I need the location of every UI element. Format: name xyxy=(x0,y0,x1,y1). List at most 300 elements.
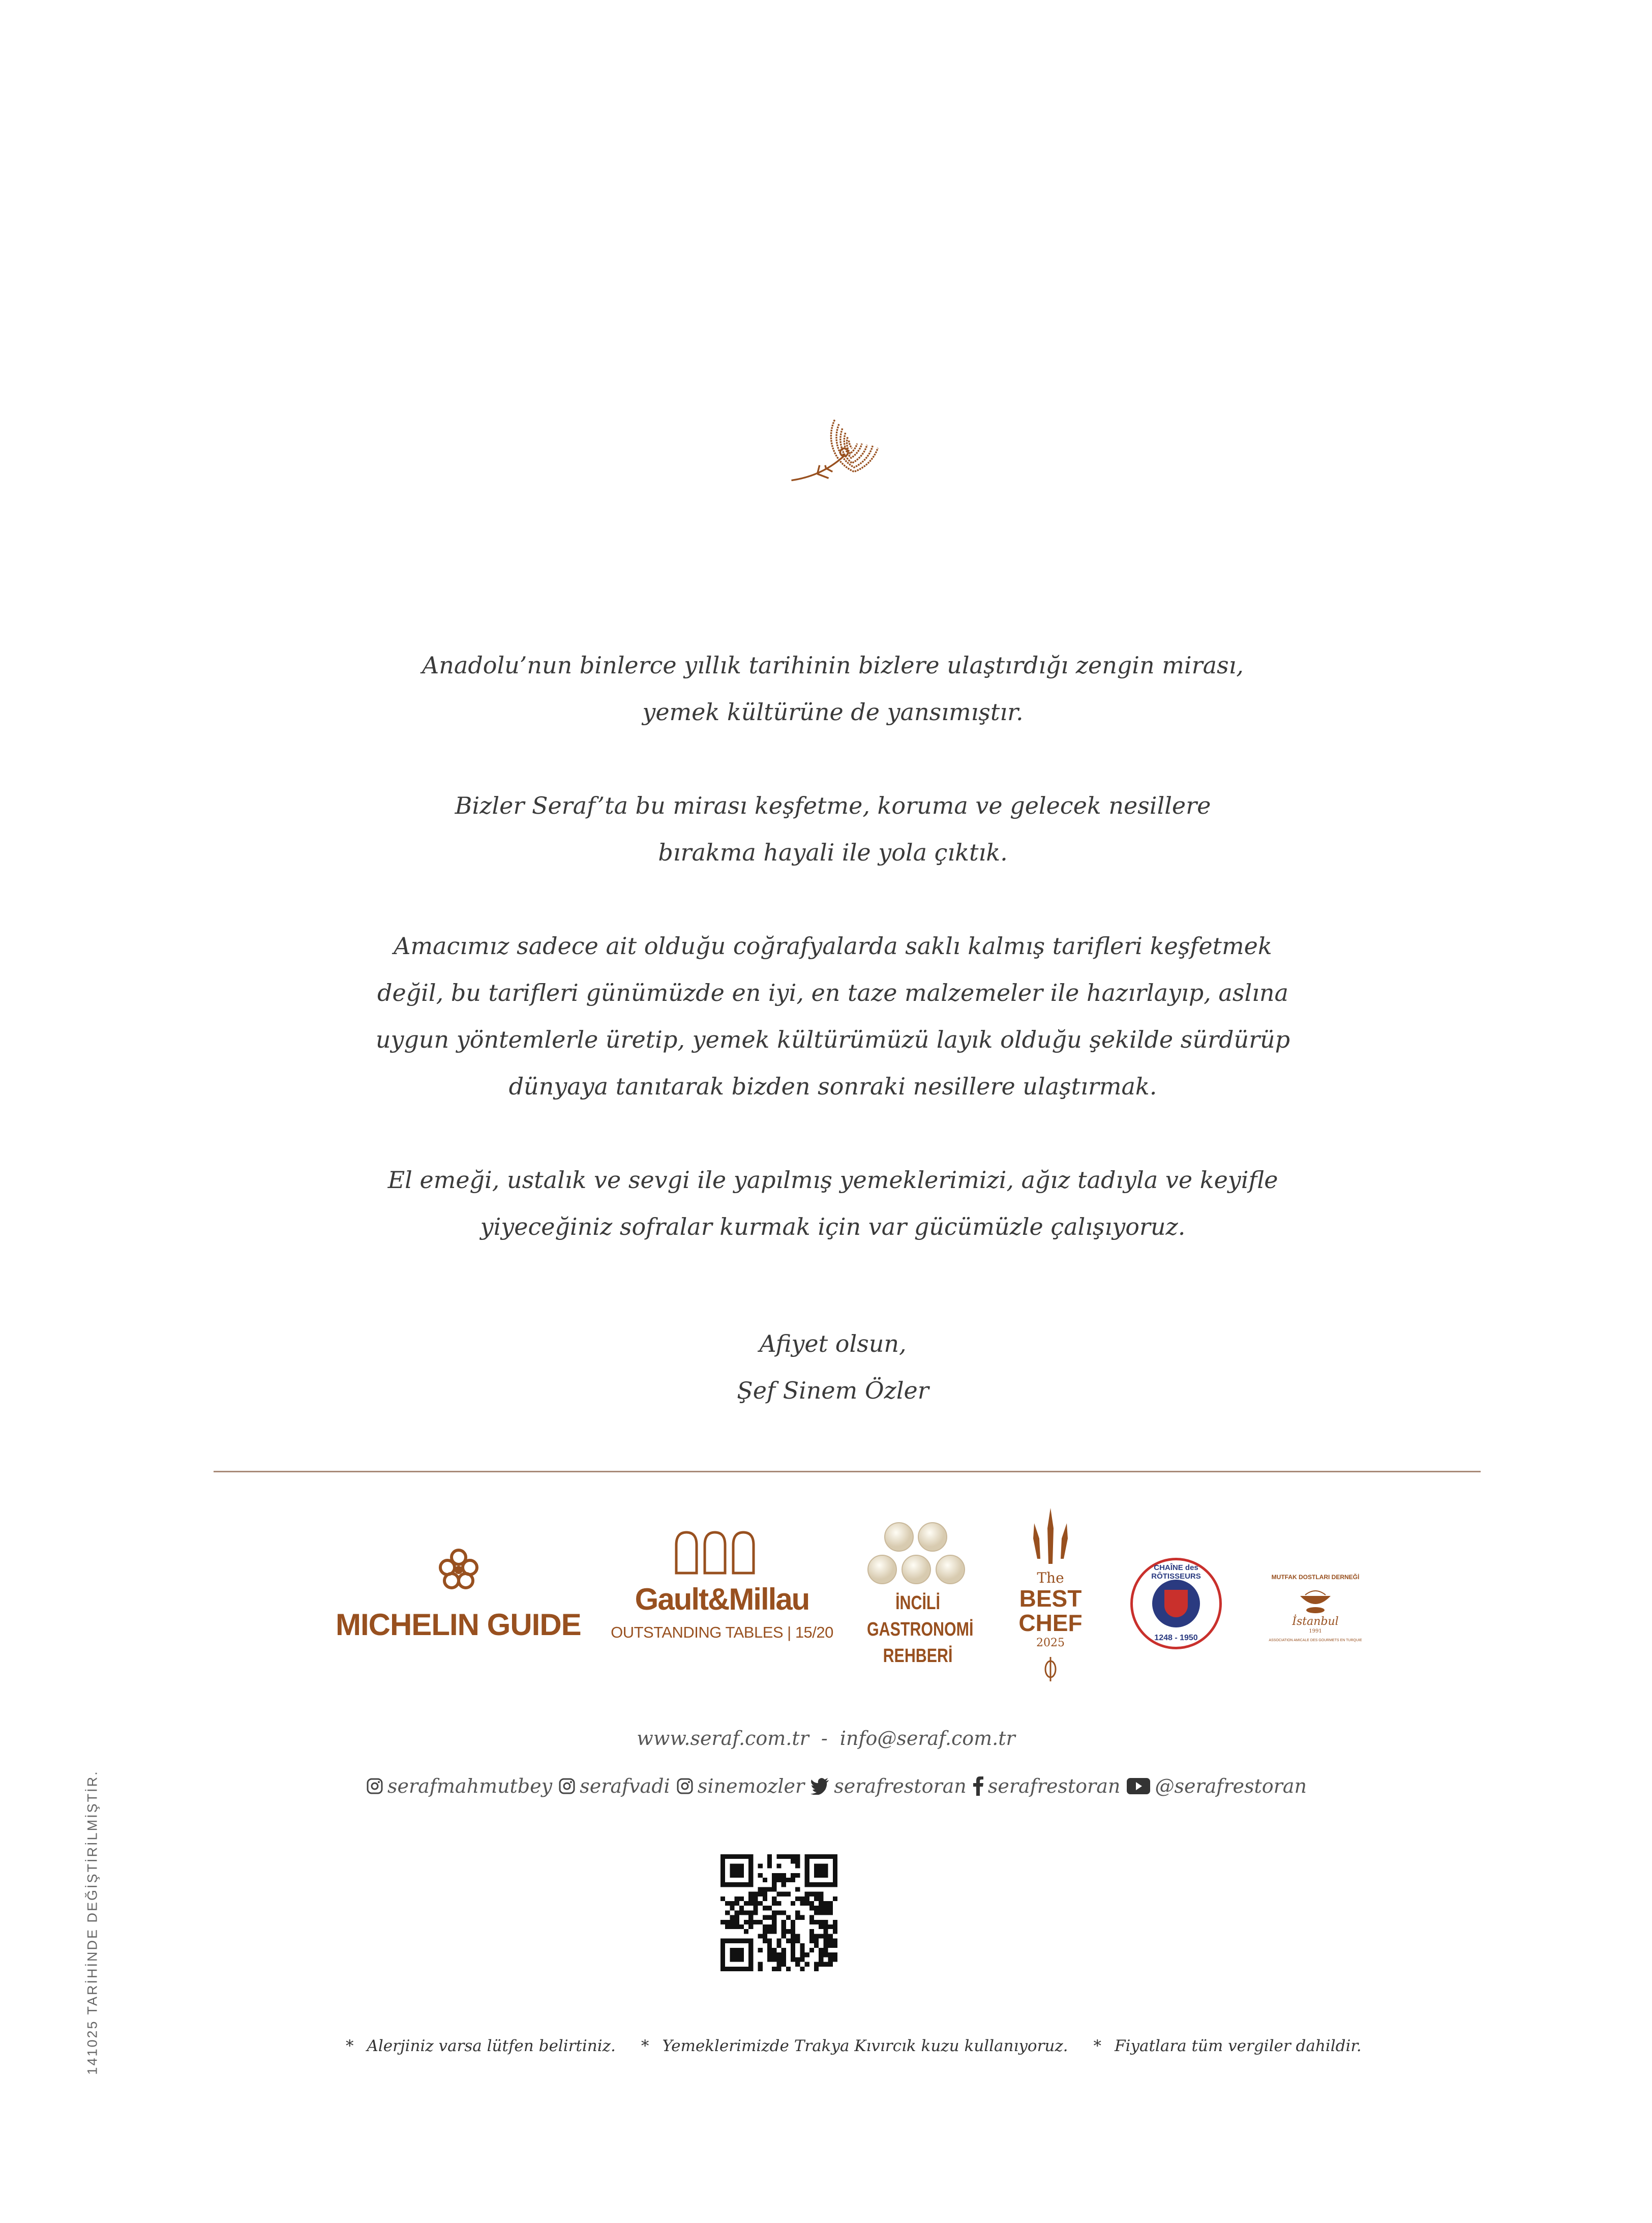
qr-module xyxy=(795,1939,800,1943)
qr-module xyxy=(823,1948,828,1952)
qr-module xyxy=(730,1873,734,1878)
qr-module xyxy=(730,1939,734,1943)
youtube-icon xyxy=(1126,1777,1151,1795)
qr-module xyxy=(795,1896,800,1901)
qr-module xyxy=(735,1952,739,1957)
qr-module xyxy=(819,1854,823,1859)
qr-module xyxy=(791,1878,795,1882)
qr-module xyxy=(720,1854,725,1859)
note-allergy: * Alerjiniz varsa lütfen belirtiniz. xyxy=(346,2037,616,2055)
qr-module xyxy=(819,1882,823,1887)
qr-module xyxy=(776,1939,781,1943)
qr-module xyxy=(800,1901,804,1906)
qr-module xyxy=(735,1957,739,1962)
qr-module xyxy=(735,1915,739,1920)
qr-module xyxy=(735,1924,739,1929)
qr-module xyxy=(800,1957,804,1962)
qr-module xyxy=(720,1967,725,1971)
email-link[interactable]: info@seraf.com.tr xyxy=(839,1727,1015,1750)
qr-module xyxy=(739,1967,744,1971)
social-handle: serafvadi xyxy=(580,1775,670,1797)
qr-module xyxy=(786,1892,791,1896)
qr-module xyxy=(772,1910,776,1915)
qr-module xyxy=(725,1967,730,1971)
qr-module xyxy=(805,1896,809,1901)
qr-module xyxy=(763,1878,767,1882)
qr-module xyxy=(800,1943,804,1948)
qr-module xyxy=(772,1920,776,1924)
qr-module xyxy=(753,1896,758,1901)
qr-module xyxy=(823,1943,828,1948)
qr-module xyxy=(772,1901,776,1906)
qr-module xyxy=(823,1901,828,1906)
qr-module xyxy=(720,1920,725,1924)
qr-module xyxy=(753,1910,758,1915)
qr-module xyxy=(833,1929,837,1934)
qr-module xyxy=(739,1924,744,1929)
qr-module xyxy=(776,1901,781,1906)
qr-module xyxy=(763,1924,767,1929)
qr-module xyxy=(763,1915,767,1920)
qr-module xyxy=(767,1915,772,1920)
qr-module xyxy=(763,1929,767,1934)
qr-module xyxy=(758,1873,763,1878)
gault-millau-toques-icon xyxy=(672,1530,760,1576)
qr-module xyxy=(791,1920,795,1924)
qr-module xyxy=(791,1901,795,1906)
qr-module xyxy=(744,1920,748,1924)
qr-module xyxy=(725,1901,730,1906)
qr-module xyxy=(758,1934,763,1938)
qr-module xyxy=(748,1892,753,1896)
social-handle: serafrestoran xyxy=(987,1775,1121,1797)
qr-module xyxy=(730,1906,734,1910)
qr-module xyxy=(782,1873,786,1878)
qr-module xyxy=(739,1863,744,1868)
intro-paragraph-2 xyxy=(0,782,1652,876)
qr-module xyxy=(809,1920,814,1924)
qr-module xyxy=(814,1910,819,1915)
social-handle: @serafrestoran xyxy=(1155,1775,1307,1797)
social-youtube-serafrestoran[interactable] xyxy=(1126,1775,1306,1797)
qr-module xyxy=(748,1878,753,1882)
qr-module xyxy=(805,1869,809,1873)
qr-module xyxy=(823,1873,828,1878)
facebook-icon xyxy=(973,1776,984,1796)
note-taxes: * Fiyatlara tüm vergiler dahildir. xyxy=(1093,2037,1362,2055)
qr-module xyxy=(809,1939,814,1943)
qr-module xyxy=(730,1915,734,1920)
qr-module xyxy=(763,1887,767,1891)
qr-module xyxy=(809,1906,814,1910)
qr-module xyxy=(776,1878,781,1882)
qr-module xyxy=(725,1882,730,1887)
website-link[interactable]: www.seraf.com.tr xyxy=(637,1727,809,1750)
qr-module xyxy=(753,1920,758,1924)
qr-module xyxy=(767,1887,772,1891)
qr-module xyxy=(795,1854,800,1859)
qr-module xyxy=(772,1929,776,1934)
qr-module xyxy=(833,1943,837,1948)
qr-module xyxy=(735,1882,739,1887)
qr-module xyxy=(786,1967,791,1971)
qr-module xyxy=(758,1892,763,1896)
qr-module xyxy=(753,1901,758,1906)
social-links xyxy=(366,1775,1307,1797)
qr-module xyxy=(809,1948,814,1952)
footer-notes xyxy=(346,2037,1363,2055)
separator: - xyxy=(821,1727,828,1750)
qr-module xyxy=(748,1915,753,1920)
qr-module xyxy=(805,1873,809,1878)
best-chef-the: The xyxy=(1037,1569,1064,1586)
intro-line: değil, bu tarifleri günümüzde en iyi, en taze malzemeler ile hazırlayıp, aslına xyxy=(377,979,1288,1006)
intro-line: yiyeceğiniz sofralar kurmak için var gücümüzle çalışıyoruz. xyxy=(480,1213,1186,1240)
qr-module xyxy=(828,1910,833,1915)
instagram-icon xyxy=(676,1777,694,1795)
qr-module xyxy=(800,1952,804,1957)
qr-module xyxy=(744,1901,748,1906)
qr-module xyxy=(782,1854,786,1859)
qr-module xyxy=(758,1920,763,1924)
contact-line xyxy=(0,1727,1652,1750)
intro-line: yemek kültürüne de yansımıştır. xyxy=(642,698,1024,726)
qr-module xyxy=(782,1962,786,1967)
qr-module xyxy=(748,1920,753,1924)
qr-module xyxy=(720,1939,725,1943)
qr-module xyxy=(791,1934,795,1938)
qr-module xyxy=(833,1863,837,1868)
qr-module xyxy=(833,1896,837,1901)
qr-module xyxy=(828,1934,833,1938)
qr-module xyxy=(791,1943,795,1948)
qr-module xyxy=(809,1934,814,1938)
qr-module xyxy=(748,1854,753,1859)
knives-icon xyxy=(1030,1508,1071,1569)
qr-module xyxy=(748,1863,753,1868)
divider xyxy=(214,1471,1481,1472)
qr-module xyxy=(776,1910,781,1915)
qr-module xyxy=(795,1934,800,1938)
instagram-icon xyxy=(366,1777,383,1795)
qr-module xyxy=(739,1948,744,1952)
qr-module xyxy=(720,1863,725,1868)
qr-code[interactable] xyxy=(720,1854,837,1971)
best-chef-chef: CHEF xyxy=(1018,1610,1083,1636)
qr-module xyxy=(772,1948,776,1952)
qr-module xyxy=(823,1869,828,1873)
best-chef-year: 2025 xyxy=(1036,1637,1065,1649)
qr-module xyxy=(791,1952,795,1957)
social-facebook-serafrestoran[interactable] xyxy=(973,1775,1120,1797)
intro-line: uygun yöntemlerle üretip, yemek kültürümüzü layık olduğu şekilde sürdürüp xyxy=(375,1026,1290,1053)
qr-module xyxy=(739,1910,744,1915)
qr-module xyxy=(748,1952,753,1957)
qr-module xyxy=(735,1869,739,1873)
mutfak-dostlari-badge xyxy=(1269,1562,1362,1656)
qr-module xyxy=(730,1869,734,1873)
qr-module xyxy=(819,1869,823,1873)
qr-module xyxy=(819,1901,823,1906)
qr-module xyxy=(720,1869,725,1873)
qr-module xyxy=(763,1896,767,1901)
qr-module xyxy=(730,1948,734,1952)
qr-module xyxy=(767,1863,772,1868)
qr-module xyxy=(758,1901,763,1906)
qr-module xyxy=(782,1952,786,1957)
qr-module xyxy=(814,1934,819,1938)
qr-module xyxy=(730,1924,734,1929)
qr-module xyxy=(805,1962,809,1967)
qr-module xyxy=(819,1896,823,1901)
qr-module xyxy=(786,1929,791,1934)
qr-module xyxy=(823,1882,828,1887)
qr-module xyxy=(767,1906,772,1910)
qr-module xyxy=(748,1957,753,1962)
best-chef-emblem-icon xyxy=(1043,1656,1058,1682)
qr-module xyxy=(730,1952,734,1957)
qr-module xyxy=(819,1952,823,1957)
qr-module xyxy=(767,1939,772,1943)
qr-module xyxy=(823,1952,828,1957)
chaine-years: 1248 - 1950 xyxy=(1154,1634,1198,1642)
intro-line: Bizler Seraf’ta bu mirası keşfetme, koruma ve gelecek nesillere xyxy=(455,792,1211,819)
instagram-icon xyxy=(558,1777,576,1795)
qr-module xyxy=(739,1873,744,1878)
qr-module xyxy=(786,1939,791,1943)
qr-module xyxy=(735,1948,739,1952)
qr-module xyxy=(819,1962,823,1967)
qr-module xyxy=(814,1892,819,1896)
qr-module xyxy=(833,1924,837,1929)
qr-module xyxy=(730,1863,734,1868)
chaine-label: CHAÎNE des RÔTISSEURS xyxy=(1151,1563,1201,1581)
qr-module xyxy=(744,1939,748,1943)
qr-module xyxy=(767,1859,772,1863)
qr-module xyxy=(814,1939,819,1943)
qr-module xyxy=(833,1957,837,1962)
mutfak-city: İstanbul xyxy=(1292,1615,1339,1628)
qr-module xyxy=(748,1873,753,1878)
qr-module xyxy=(725,1939,730,1943)
qr-module xyxy=(720,1957,725,1962)
intro-line: Anadolu’nun binlerce yıllık tarihinin bizlere ulaştırdığı zengin mirası, xyxy=(422,651,1244,679)
qr-module xyxy=(748,1943,753,1948)
mutfak-year: 1991 xyxy=(1309,1628,1322,1634)
qr-module xyxy=(786,1915,791,1920)
qr-module xyxy=(805,1859,809,1863)
qr-module xyxy=(791,1939,795,1943)
note-lamb: * Yemeklerimizde Trakya Kıvırcık kuzu kullanıyoruz. xyxy=(641,2037,1068,2055)
qr-module xyxy=(814,1920,819,1924)
qr-module xyxy=(776,1873,781,1878)
qr-module xyxy=(772,1882,776,1887)
qr-module xyxy=(786,1854,791,1859)
seraf-logo-icon xyxy=(778,407,900,493)
qr-module xyxy=(828,1901,833,1906)
intro-line: El emeği, ustalık ve sevgi ile yapılmış yemeklerimizi, ağız tadıyla ve keyifle xyxy=(387,1166,1278,1194)
qr-module xyxy=(795,1873,800,1878)
qr-module xyxy=(739,1869,744,1873)
social-instagram-serafvadi[interactable] xyxy=(558,1775,670,1797)
qr-module xyxy=(791,1854,795,1859)
qr-module xyxy=(758,1887,763,1891)
qr-module xyxy=(763,1906,767,1910)
qr-module xyxy=(782,1878,786,1882)
qr-module xyxy=(833,1873,837,1878)
qr-module xyxy=(795,1863,800,1868)
qr-module xyxy=(767,1957,772,1962)
qr-module xyxy=(748,1948,753,1952)
qr-module xyxy=(748,1924,753,1929)
qr-module xyxy=(735,1920,739,1924)
qr-module xyxy=(776,1863,781,1868)
qr-module xyxy=(763,1934,767,1938)
qr-module xyxy=(800,1915,804,1920)
qr-module xyxy=(823,1924,828,1929)
qr-module xyxy=(833,1878,837,1882)
qr-module xyxy=(725,1924,730,1929)
qr-module xyxy=(748,1939,753,1943)
qr-module xyxy=(753,1892,758,1896)
qr-module xyxy=(772,1924,776,1929)
qr-module xyxy=(782,1882,786,1887)
qr-module xyxy=(725,1920,730,1924)
qr-module xyxy=(805,1892,809,1896)
qr-module xyxy=(823,1863,828,1868)
qr-module xyxy=(828,1939,833,1943)
qr-module xyxy=(819,1892,823,1896)
qr-module xyxy=(823,1962,828,1967)
qr-module xyxy=(739,1952,744,1957)
qr-module xyxy=(795,1962,800,1967)
qr-module xyxy=(791,1929,795,1934)
qr-module xyxy=(730,1901,734,1906)
qr-module xyxy=(782,1929,786,1934)
social-instagram-sinemozler[interactable] xyxy=(676,1775,804,1797)
qr-module xyxy=(809,1915,814,1920)
michelin-star-icon xyxy=(437,1547,480,1590)
qr-module xyxy=(739,1957,744,1962)
qr-module xyxy=(735,1939,739,1943)
qr-module xyxy=(814,1906,819,1910)
qr-module xyxy=(814,1967,819,1971)
qr-module xyxy=(823,1939,828,1943)
social-handle: serafrestoran xyxy=(834,1775,967,1797)
qr-module xyxy=(819,1906,823,1910)
qr-module xyxy=(744,1854,748,1859)
qr-module xyxy=(776,1962,781,1967)
qr-module xyxy=(791,1957,795,1962)
qr-module xyxy=(739,1906,744,1910)
qr-module xyxy=(828,1882,833,1887)
qr-module xyxy=(814,1896,819,1901)
qr-module xyxy=(744,1929,748,1934)
incili-line: REHBERİ xyxy=(883,1645,953,1667)
social-instagram-serafmahmutbey[interactable] xyxy=(366,1775,552,1797)
qr-module xyxy=(833,1920,837,1924)
qr-module xyxy=(782,1910,786,1915)
twitter-icon xyxy=(810,1777,830,1795)
qr-module xyxy=(767,1952,772,1957)
qr-module xyxy=(772,1873,776,1878)
qr-module xyxy=(748,1910,753,1915)
michelin-guide-label: MICHELIN GUIDE xyxy=(336,1608,581,1642)
intro-paragraph-1 xyxy=(0,642,1652,735)
qr-module xyxy=(809,1892,814,1896)
qr-module xyxy=(720,1896,725,1901)
qr-module xyxy=(795,1887,800,1891)
qr-module xyxy=(782,1948,786,1952)
intro-text xyxy=(0,642,1652,1414)
qr-module xyxy=(735,1863,739,1868)
qr-module xyxy=(823,1854,828,1859)
qr-module xyxy=(720,1873,725,1878)
pearls-icon xyxy=(864,1521,971,1587)
qr-module xyxy=(720,1948,725,1952)
qr-module xyxy=(795,1957,800,1962)
qr-module xyxy=(767,1924,772,1929)
qr-module xyxy=(823,1906,828,1910)
qr-module xyxy=(776,1854,781,1859)
qr-module xyxy=(833,1859,837,1863)
qr-module xyxy=(748,1967,753,1971)
qr-module xyxy=(828,1924,833,1929)
qr-module xyxy=(833,1854,837,1859)
qr-module xyxy=(772,1957,776,1962)
chaine-des-rotisseurs-badge xyxy=(1130,1558,1222,1649)
qr-module xyxy=(730,1854,734,1859)
qr-module xyxy=(767,1943,772,1948)
qr-module xyxy=(730,1882,734,1887)
qr-module xyxy=(805,1882,809,1887)
incili-gastronomi-label xyxy=(867,1590,974,1669)
gault-millau-label: Gault&Millau xyxy=(635,1582,809,1616)
qr-module xyxy=(814,1854,819,1859)
qr-module xyxy=(809,1882,814,1887)
qr-module xyxy=(782,1924,786,1929)
qr-module xyxy=(814,1869,819,1873)
incili-line: İNCİLİ xyxy=(895,1592,940,1614)
qr-module xyxy=(782,1892,786,1896)
qr-module xyxy=(725,1854,730,1859)
qr-module xyxy=(782,1957,786,1962)
qr-module xyxy=(791,1873,795,1878)
intro-paragraph-4 xyxy=(0,1157,1652,1250)
qr-module xyxy=(739,1896,744,1901)
qr-module xyxy=(748,1882,753,1887)
qr-module xyxy=(809,1854,814,1859)
qr-module xyxy=(735,1910,739,1915)
qr-module xyxy=(776,1967,781,1971)
qr-module xyxy=(833,1939,837,1943)
qr-module xyxy=(819,1957,823,1962)
qr-module xyxy=(795,1910,800,1915)
qr-module xyxy=(819,1873,823,1878)
qr-module xyxy=(791,1859,795,1863)
qr-module xyxy=(809,1929,814,1934)
qr-module xyxy=(735,1901,739,1906)
qr-module xyxy=(795,1859,800,1863)
qr-module xyxy=(814,1943,819,1948)
qr-module xyxy=(814,1873,819,1878)
social-twitter-serafrestoran[interactable] xyxy=(810,1775,966,1797)
mutfak-subtitle: ASSOCIATION AMICALE DES GOURMETS EN TURQUIE xyxy=(1269,1639,1362,1642)
qr-module xyxy=(730,1920,734,1924)
qr-module xyxy=(823,1929,828,1934)
qr-module xyxy=(748,1896,753,1901)
qr-module xyxy=(730,1967,734,1971)
